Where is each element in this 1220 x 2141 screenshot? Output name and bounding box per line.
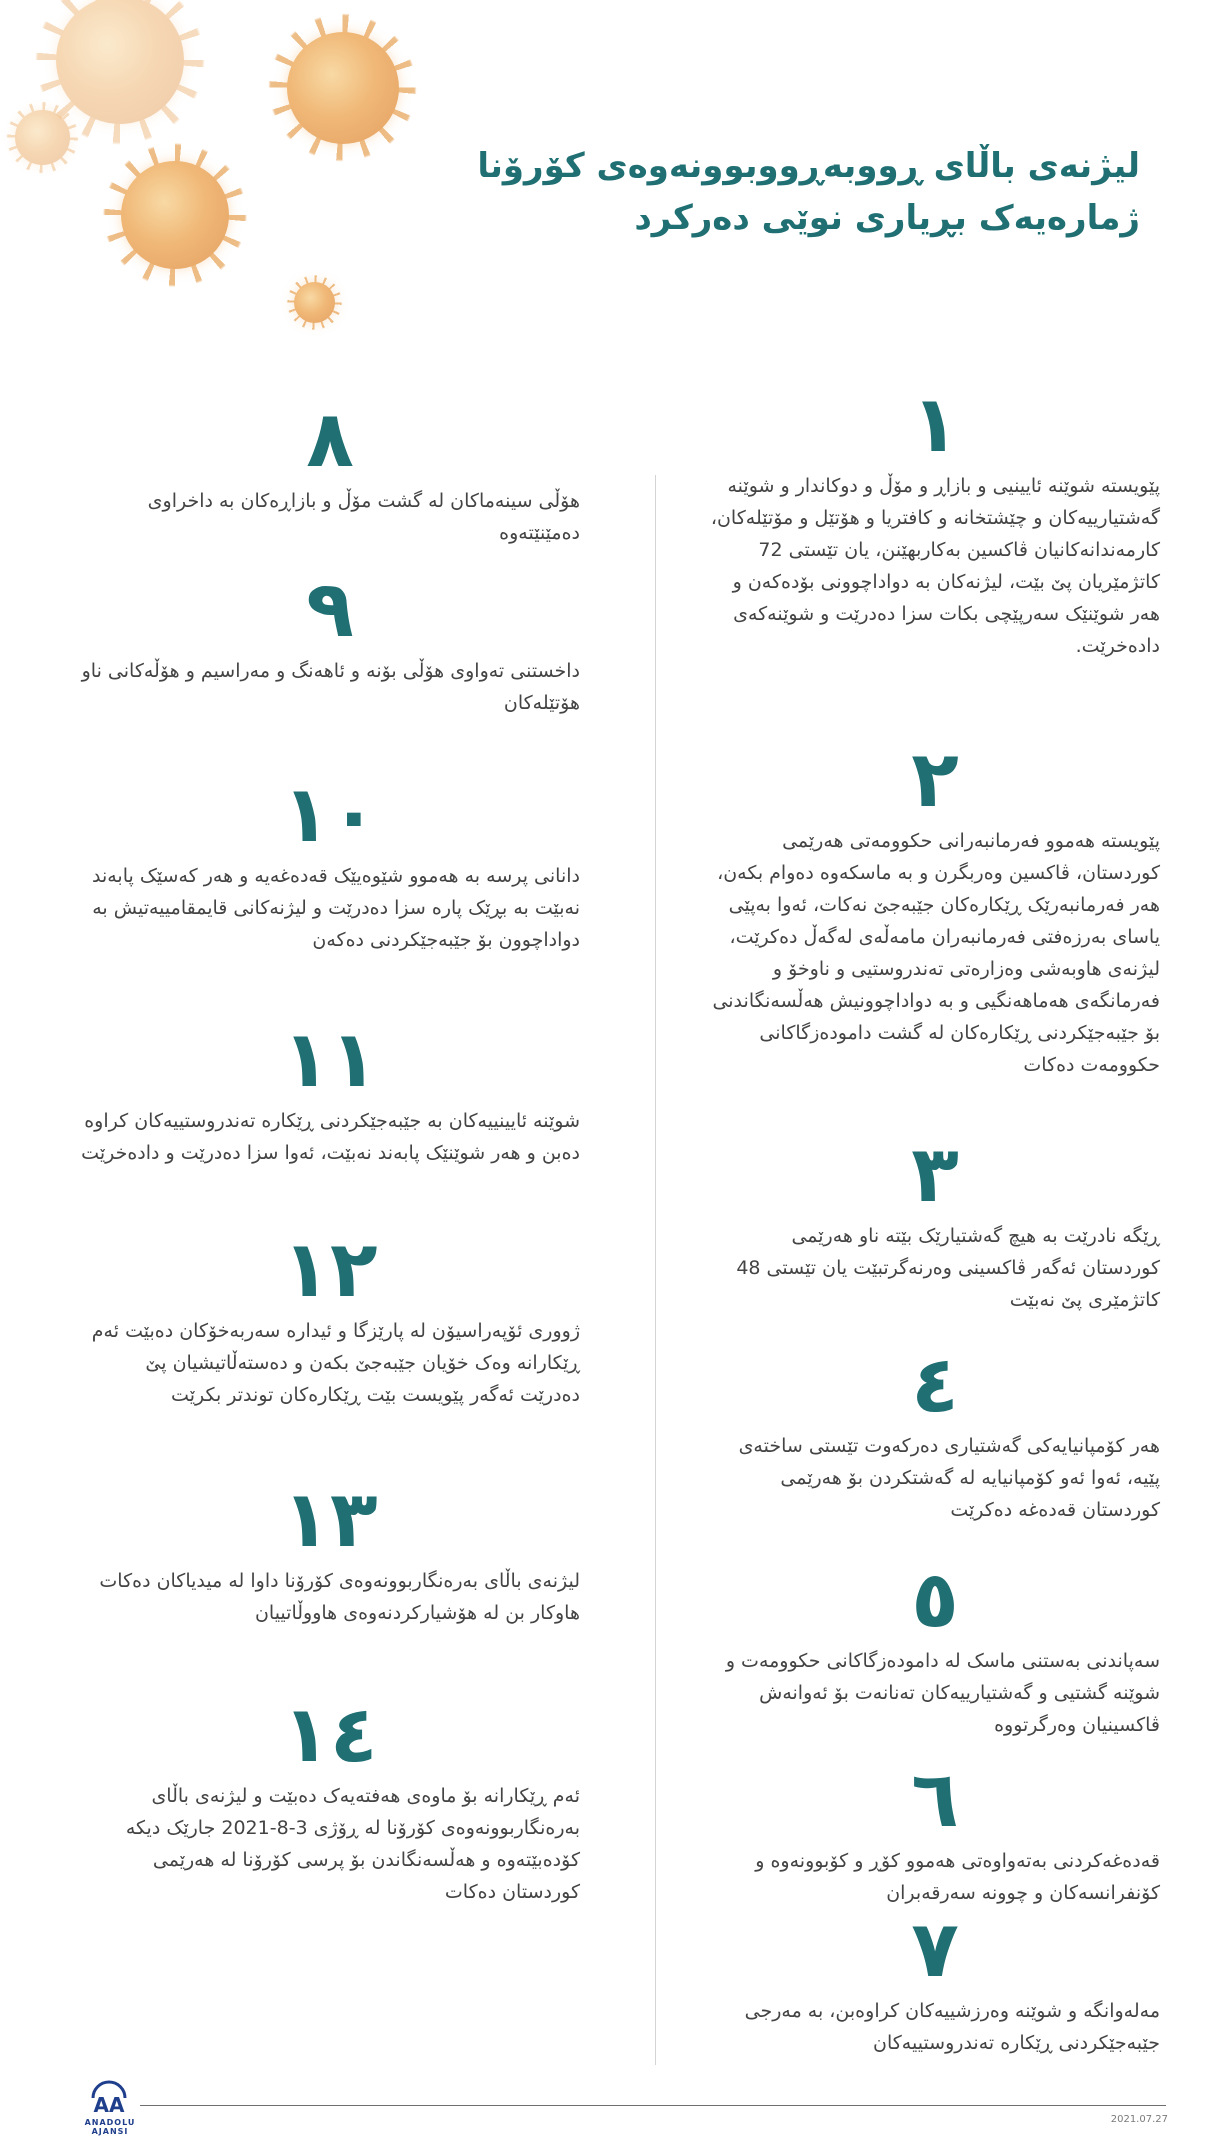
publish-date: 2021.07.27 — [1110, 2114, 1168, 2125]
page-title — [440, 140, 1140, 244]
decision-item-10 — [80, 770, 580, 956]
item-number: ١٣ — [282, 1475, 378, 1565]
decision-item-3 — [710, 1130, 1160, 1316]
item-text: دانانی پرسە بە هەموو شێوەیێک قەدەغەیە و هەر کەسێک پابەند نەبێت بە بڕێک پارە سزا دەدرێت و لیژنەکانی قایمقامییەتیش بە دواداچوون بۆ جێبەجێکردنی دەکەن — [91, 865, 580, 951]
item-number: ١١ — [282, 1015, 378, 1105]
item-number: ٧ — [911, 1905, 959, 1995]
decision-item-14 — [80, 1690, 580, 1908]
item-number: ١ — [911, 380, 959, 470]
virus-illustration — [0, 95, 85, 180]
item-text: مەلەوانگە و شوێنە وەرزشییەکان کراوەبن، بە مەرجی جێبەجێکردنی ڕێکارە تەندروستییەکان — [744, 2000, 1160, 2054]
item-number: ٤ — [911, 1340, 959, 1430]
item-number: ٨ — [306, 395, 354, 485]
decision-item-13 — [80, 1475, 580, 1629]
item-text: هەر کۆمپانیایەکی گەشتیاری دەرکەوت تێستی ساختەی پێیە، ئەوا ئەو کۆمپانیایە لە گەشتکردن بۆ هەرێمی کوردستان قەدەغە دەکرێت — [738, 1435, 1160, 1521]
item-text: شوێنە ئایینییەکان بە جێبەجێکردنی ڕێکارە تەندروستییەکان کراوە دەبن و هەر شوێنێک پابەند نەبێت، ئەوا سزا دەدرێت و دادەخرێت — [81, 1110, 580, 1164]
item-text: ئەم ڕێکارانە بۆ ماوەی هەفتەیەک دەبێت و لیژنەی باڵای بەرەنگاربوونەوەی کۆرۆنا لە ڕۆژی 3-8-2021 جارێک دیکە کۆدەبێتەوە و هەڵسەنگاندن بۆ پرسی کۆرۆنا لە هەرێمی کوردستان دەکات — [125, 1785, 580, 1903]
item-text: ڕێگە نادرێت بە هیچ گەشتیارێک بێتە ناو هەرێمی کوردستان ئەگەر ڤاکسینی وەرنەگرتبێت یان تێستی 48 کاتژمێری پێ نەبێت — [736, 1225, 1160, 1311]
item-number: ٥ — [911, 1555, 959, 1645]
decision-item-7 — [710, 1905, 1160, 2059]
item-number: ١٢ — [282, 1225, 378, 1315]
title-line-1: لیژنەی باڵای ڕووبەڕووبوونەوەی کۆرۆنا — [477, 146, 1140, 186]
title-line-2: ژمارەیەک بڕیاری نوێی دەرکرد — [634, 198, 1140, 238]
item-text: هۆڵی سینەماکان لە گشت مۆڵ و بازاڕەکان بە داخراوی دەمێنێتەوە — [147, 490, 580, 544]
anadolu-logo — [70, 2080, 150, 2136]
virus-illustration — [255, 0, 430, 175]
item-text: پێویستە شوێنە ئایینیی و بازاڕ و مۆڵ و دوکاندار و شوێنە گەشتیارییەکان و چێشتخانە و کافتریا و هۆتێل و مۆتێلەکان، کارمەندانەکانیان ڤاکسین بەکاربهێنن، یان تێستی 72 کاتژمێریان پێ بێت، لیژنەکان بە دواداچوونی بۆدەکەن و هەر شوێنێک سەرپێچی بکات سزا دەدرێت و شوێنەکەی دادەخرێت. — [710, 475, 1160, 657]
item-number: ٩ — [306, 565, 354, 655]
item-number: ٦ — [911, 1755, 959, 1845]
item-text: لیژنەی باڵای بەرەنگاربوونەوەی کۆرۆنا داوا لە میدیاکان دەکات هاوکار بن لە هۆشیارکردنەوەی هاووڵاتییان — [99, 1570, 580, 1624]
item-text: قەدەغەکردنی بەتەواوەتی هەموو کۆڕ و کۆبوونەوە و کۆنفرانسەکان و چوونە سەرقەبران — [755, 1850, 1160, 1904]
footer-divider — [140, 2105, 1166, 2106]
item-number: ١٤ — [282, 1690, 378, 1780]
item-text: داخستنی تەواوی هۆڵی بۆنە و ئاهەنگ و مەراسیم و هۆڵەکانی ناو هۆتێلەکان — [81, 660, 580, 714]
decision-item-2 — [710, 735, 1160, 1081]
item-text: پێویستە هەموو فەرمانبەرانی حکوومەتی هەرێمی کوردستان، ڤاکسین وەربگرن و بە ماسکەوە دەوام بکەن، هەر فەرمانبەرێک ڕێکارەکان جێبەجێ نەکات، ئەوا بەپێی یاسای بەرزەفتی فەرمانبەران مامەڵەی لەگەڵ دەکرێت، لیژنەی هاوبەشی وەزارەتی تەندروستیی و ناوخۆ و فەرمانگەی هەماهەنگیی و بە دواداچوونیش هەڵسەنگاندنی بۆ جێبەجێکردنی ڕێکارەکان لە گشت دامودەزگاکانی حکوومەت دەکات — [712, 830, 1160, 1076]
virus-illustration — [282, 270, 347, 335]
decision-item-8 — [80, 395, 580, 549]
decision-item-9 — [80, 565, 580, 719]
aa-logo-icon — [84, 2080, 134, 2116]
item-text: ژووری ئۆپەراسیۆن لە پارێزگا و ئیدارە سەربەخۆکان دەبێت ئەم ڕێکارانە وەک خۆیان جێبەجێ بکەن و دەستەڵاتیشیان پێ دەدرێت ئەگەر پێویست بێت ڕێکارەکان توندتر بکرێت — [91, 1320, 580, 1406]
decision-item-6 — [710, 1755, 1160, 1909]
item-number: ٢ — [911, 735, 959, 825]
decision-item-4 — [710, 1340, 1160, 1526]
decision-item-11 — [80, 1015, 580, 1169]
column-divider — [655, 475, 656, 2065]
item-number: ٣ — [911, 1130, 959, 1220]
logo-text: ANADOLU AJANSI — [84, 2118, 136, 2136]
decision-item-1 — [710, 380, 1160, 662]
item-text: سەپاندنی بەستنی ماسک لە دامودەزگاکانی حکوومەت و شوێنە گشتیی و گەشتیارییەکان تەنانەت بۆ ئەوانەش ڤاکسینیان وەرگرتووە — [725, 1650, 1160, 1736]
item-number: ١٠ — [282, 770, 378, 860]
decision-item-12 — [80, 1225, 580, 1411]
logo-initials: AA — [93, 2093, 125, 2116]
decision-item-5 — [710, 1555, 1160, 1741]
virus-illustration — [90, 130, 260, 300]
